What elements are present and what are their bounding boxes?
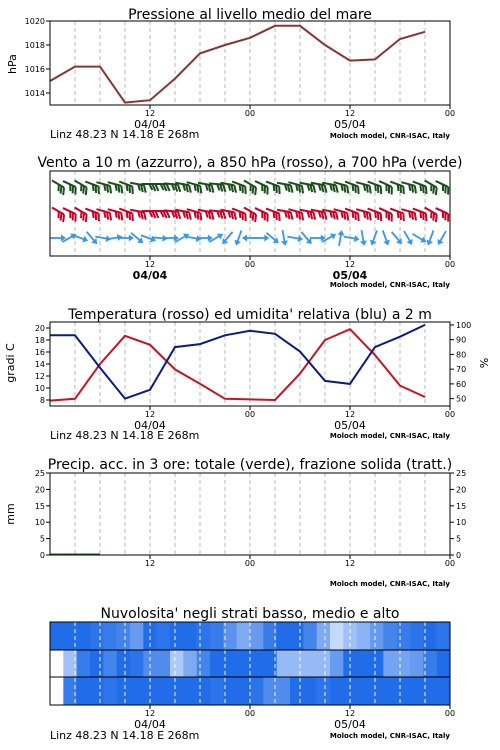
cloud-cell — [210, 622, 224, 650]
wind-arrow-head — [425, 240, 433, 247]
wind-barb — [95, 233, 112, 243]
wind-date-label: 04/04 — [132, 269, 168, 282]
precipitation-ylabel: mm — [4, 503, 17, 525]
cloud-cell — [157, 677, 171, 705]
cloud-cell — [183, 622, 197, 650]
cloud-cell — [330, 677, 344, 705]
temperature-humidity-x-tick-label: 00 — [244, 410, 256, 419]
cloud-cell — [277, 622, 291, 650]
wind-barb — [400, 182, 418, 193]
pressure-series-line — [50, 26, 425, 103]
wind-arrow-head — [354, 235, 360, 243]
cloud-cell — [330, 650, 344, 677]
cloud-x-tick-label: 12 — [144, 709, 156, 718]
cloud-cell — [170, 677, 184, 705]
humidity-y2-tick-label: 100 — [456, 320, 472, 330]
temperature-humidity-station-info: Linz 48.23 N 14.18 E 268m — [50, 429, 200, 442]
wind-arrow-head — [330, 231, 338, 240]
wind-arrow-head — [407, 239, 416, 247]
wind-arrow-head — [117, 233, 123, 241]
wind-barb-shape — [354, 209, 372, 220]
wind-barb — [354, 182, 372, 193]
cloud-cell — [197, 677, 211, 705]
cloud-cell — [170, 622, 184, 650]
precipitation-y2-tick-label: 10 — [456, 518, 467, 528]
cloud-cell — [303, 622, 317, 650]
cloud-cell — [197, 650, 211, 677]
cloud-cell — [370, 650, 384, 677]
precipitation-y-tick-label: 5 — [39, 534, 45, 544]
humidity-y2-tick-label: 70 — [456, 365, 467, 375]
cloud-cell — [397, 650, 411, 677]
cloud-cell — [317, 622, 331, 650]
cloud-cell — [370, 677, 384, 705]
wind-barb — [435, 229, 449, 246]
wind-barb — [389, 230, 405, 247]
precipitation-y2-tick-label: 20 — [456, 485, 467, 495]
wind-arrow-head — [383, 240, 391, 247]
wind-barb — [368, 229, 380, 246]
wind-barb — [220, 230, 236, 247]
cloud-cell — [130, 622, 144, 650]
precipitation-plot-frame — [50, 473, 450, 555]
cloud-cell — [370, 622, 384, 650]
precipitation-model-label: Moloch model, CNR-ISAC, Italy — [329, 580, 450, 588]
cloud-cell — [357, 650, 371, 677]
wind-barb — [48, 181, 66, 196]
cloud-cell — [397, 677, 411, 705]
cloud-x-tick-label: 12 — [344, 709, 356, 718]
pressure-station-info: Linz 48.23 N 14.18 E 268m — [50, 128, 200, 141]
temperature-y-tick-label: 8 — [39, 396, 45, 405]
cloud-panel — [50, 606, 455, 742]
pressure-model-label: Moloch model, CNR-ISAC, Italy — [329, 132, 450, 140]
cloud-cell — [90, 677, 104, 705]
wind-model-label: Moloch model, CNR-ISAC, Italy — [329, 281, 450, 289]
wind-barb-shape — [48, 208, 66, 223]
cloud-cell — [277, 650, 291, 677]
precipitation-y2-tick-label: 0 — [456, 551, 462, 560]
pressure-title: Pressione al livello medio del mare — [128, 7, 372, 23]
pressure-date-label: 04/04 — [134, 118, 166, 131]
cloud-cell — [410, 677, 424, 705]
cloud-x-tick-label: 00 — [444, 709, 456, 718]
cloud-cell — [290, 622, 304, 650]
cloud-cell — [383, 677, 397, 705]
cloud-x-tick-label: 00 — [244, 709, 256, 718]
wind-barb-shape — [48, 181, 66, 196]
humidity-y2-tick-label: 60 — [456, 379, 467, 389]
precipitation-y-tick-label: 0 — [39, 551, 45, 560]
wind-barb — [287, 233, 304, 243]
wind-barb — [253, 235, 269, 242]
wind-barb — [354, 209, 372, 220]
pressure-x-tick-label: 00 — [444, 109, 456, 118]
wind-barb — [411, 231, 428, 245]
precipitation-y-tick-label: 25 — [34, 469, 45, 478]
pressure-x-tick-label: 12 — [144, 109, 156, 118]
cloud-title: Nuvolosita' negli strati basso, medio e alto — [100, 606, 400, 622]
temperature-ylabel: gradi C — [4, 343, 17, 383]
cloud-cell — [437, 622, 451, 650]
wind-x-tick-label: 00 — [444, 260, 456, 269]
cloud-cell — [383, 622, 397, 650]
wind-barb — [48, 208, 66, 223]
precipitation-x-tick-label: 00 — [244, 559, 256, 568]
wind-barb — [400, 209, 418, 220]
cloud-cell — [397, 622, 411, 650]
temperature-humidity-model-label: Moloch model, CNR-ISAC, Italy — [329, 432, 450, 440]
humidity-ylabel: % — [478, 357, 491, 369]
precipitation-x-tick-label: 12 — [344, 559, 356, 568]
precipitation-x-tick-label: 12 — [144, 559, 156, 568]
cloud-cell — [277, 677, 291, 705]
temperature-humidity-x-tick-label: 12 — [144, 410, 156, 419]
wind-arrow-head — [196, 235, 202, 243]
wind-barb — [84, 230, 100, 247]
cloud-date-label: 04/04 — [134, 718, 166, 731]
cloud-cell — [250, 650, 264, 677]
wind-arrow-head — [242, 235, 247, 242]
cloud-cell — [237, 650, 251, 677]
humidity-y2-tick-label: 90 — [456, 335, 467, 345]
cloud-cell — [410, 622, 424, 650]
precipitation-panel — [4, 457, 466, 588]
cloud-cell — [103, 622, 117, 650]
pressure-y-tick-label: 1014 — [24, 89, 45, 98]
cloud-cell — [117, 650, 131, 677]
pressure-ylabel: hPa — [6, 54, 19, 74]
cloud-station-info: Linz 48.23 N 14.18 E 268m — [50, 729, 200, 742]
cloud-cell — [437, 650, 451, 677]
cloud-cell — [103, 650, 117, 677]
wind-arrow-head — [298, 235, 304, 243]
temperature-humidity-x-tick-label: 12 — [344, 410, 356, 419]
wind-x-tick-label: 12 — [144, 260, 156, 269]
wind-barb — [343, 233, 360, 243]
precipitation-x-tick-label: 00 — [444, 559, 456, 568]
wind-barb-shape — [400, 182, 418, 193]
wind-barb — [358, 230, 368, 247]
wind-arrow-head — [217, 231, 225, 240]
precipitation-y2-tick-label: 15 — [456, 501, 467, 511]
cloud-cell — [117, 677, 131, 705]
wind-arrow-head — [435, 239, 444, 247]
temperature-humidity-date-label: 05/04 — [334, 419, 366, 432]
cloud-cell — [90, 650, 104, 677]
precipitation-y-tick-label: 15 — [34, 501, 45, 511]
cloud-cell — [330, 622, 344, 650]
temperature-humidity-panel — [4, 307, 491, 442]
temperature-y-tick-label: 10 — [34, 384, 45, 393]
cloud-cell — [183, 650, 197, 677]
cloud-cell — [103, 677, 117, 705]
wind-title: Vento a 10 m (azzurro), a 850 hPa (rosso), a 700 hPa (verde) — [37, 155, 463, 171]
wind-barb — [379, 229, 391, 246]
temperature-y-tick-label: 12 — [34, 372, 45, 381]
cloud-cell — [290, 677, 304, 705]
cloud-cell — [130, 650, 144, 677]
wind-arrow-head — [337, 230, 345, 236]
cloud-cell — [290, 650, 304, 677]
temperature-y-tick-label: 20 — [34, 324, 45, 333]
cloud-cell — [317, 650, 331, 677]
wind-arrow-head — [360, 240, 368, 246]
wind-barb — [425, 229, 437, 246]
precipitation-y-tick-label: 20 — [34, 485, 45, 495]
temperature-y-tick-label: 16 — [34, 348, 45, 357]
wind-arrow-head — [233, 240, 241, 247]
pressure-panel — [6, 7, 455, 141]
temperature-humidity-date-label: 04/04 — [134, 419, 166, 432]
cloud-cell — [357, 677, 371, 705]
wind-x-tick-label: 12 — [344, 260, 356, 269]
cloud-cell — [77, 677, 91, 705]
cloud-cell — [250, 677, 264, 705]
precipitation-y-tick-label: 10 — [34, 518, 45, 528]
precipitation-y2-tick-label: 5 — [456, 534, 462, 544]
humidity-y2-tick-label: 50 — [456, 394, 467, 404]
temperature-y-tick-label: 18 — [34, 336, 45, 345]
temperature-y-tick-label: 14 — [34, 360, 45, 369]
cloud-cell — [237, 677, 251, 705]
cloud-cell — [210, 650, 224, 677]
cloud-cell — [303, 650, 317, 677]
cloud-cell — [250, 622, 264, 650]
cloud-cell — [157, 650, 171, 677]
cloud-cell — [77, 622, 91, 650]
wind-panel — [37, 155, 462, 289]
wind-barb — [279, 230, 289, 247]
precipitation-title: Precip. acc. in 3 ore: totale (verde), frazione solida (tratt.) — [47, 457, 453, 473]
wind-date-label: 05/04 — [332, 269, 368, 282]
precipitation-y2-tick-label: 25 — [456, 469, 467, 478]
cloud-cell — [303, 677, 317, 705]
cloud-cell — [157, 622, 171, 650]
cloud-cell — [50, 622, 64, 650]
cloud-cell — [210, 677, 224, 705]
cloud-cell — [357, 622, 371, 650]
wind-barb — [401, 229, 415, 246]
wind-arrow-head — [82, 236, 89, 244]
cloud-cell — [130, 677, 144, 705]
cloud-model-label: Moloch model, CNR-ISAC, Italy — [329, 732, 450, 740]
cloud-cell — [50, 677, 64, 705]
wind-barb-shape — [354, 182, 372, 193]
cloud-cell — [317, 677, 331, 705]
cloud-cell — [90, 622, 104, 650]
cloud-cell — [437, 677, 451, 705]
cloud-cell — [183, 677, 197, 705]
cloud-cell — [77, 650, 91, 677]
wind-arrow-head — [183, 231, 191, 240]
wind-arrow-head — [281, 240, 289, 246]
humidity-series-line — [50, 325, 425, 399]
cloud-cell — [50, 650, 64, 677]
pressure-y-tick-label: 1020 — [24, 17, 45, 26]
cloud-cell — [197, 622, 211, 650]
cloud-cell — [383, 650, 397, 677]
pressure-x-tick-label: 00 — [244, 109, 256, 118]
pressure-y-tick-label: 1016 — [24, 65, 45, 74]
wind-barb — [118, 235, 134, 242]
temperature-humidity-title: Temperatura (rosso) ed umidita' relativa (blu) a 2 m — [68, 307, 432, 323]
wind-barb-shape — [400, 209, 418, 220]
temperature-series-line — [50, 329, 425, 400]
cloud-cell — [117, 622, 131, 650]
cloud-date-label: 05/04 — [334, 718, 366, 731]
wind-barb — [72, 232, 89, 244]
pressure-x-tick-label: 12 — [344, 109, 356, 118]
cloud-cell — [170, 650, 184, 677]
humidity-y2-tick-label: 80 — [456, 350, 467, 360]
cloud-cell — [410, 650, 424, 677]
temperature-humidity-x-tick-label: 00 — [444, 410, 456, 419]
cloud-cell — [237, 622, 251, 650]
pressure-date-label: 05/04 — [334, 118, 366, 131]
wind-x-tick-label: 00 — [244, 260, 256, 269]
pressure-y-tick-label: 1018 — [24, 41, 45, 50]
wind-barb — [336, 230, 346, 247]
